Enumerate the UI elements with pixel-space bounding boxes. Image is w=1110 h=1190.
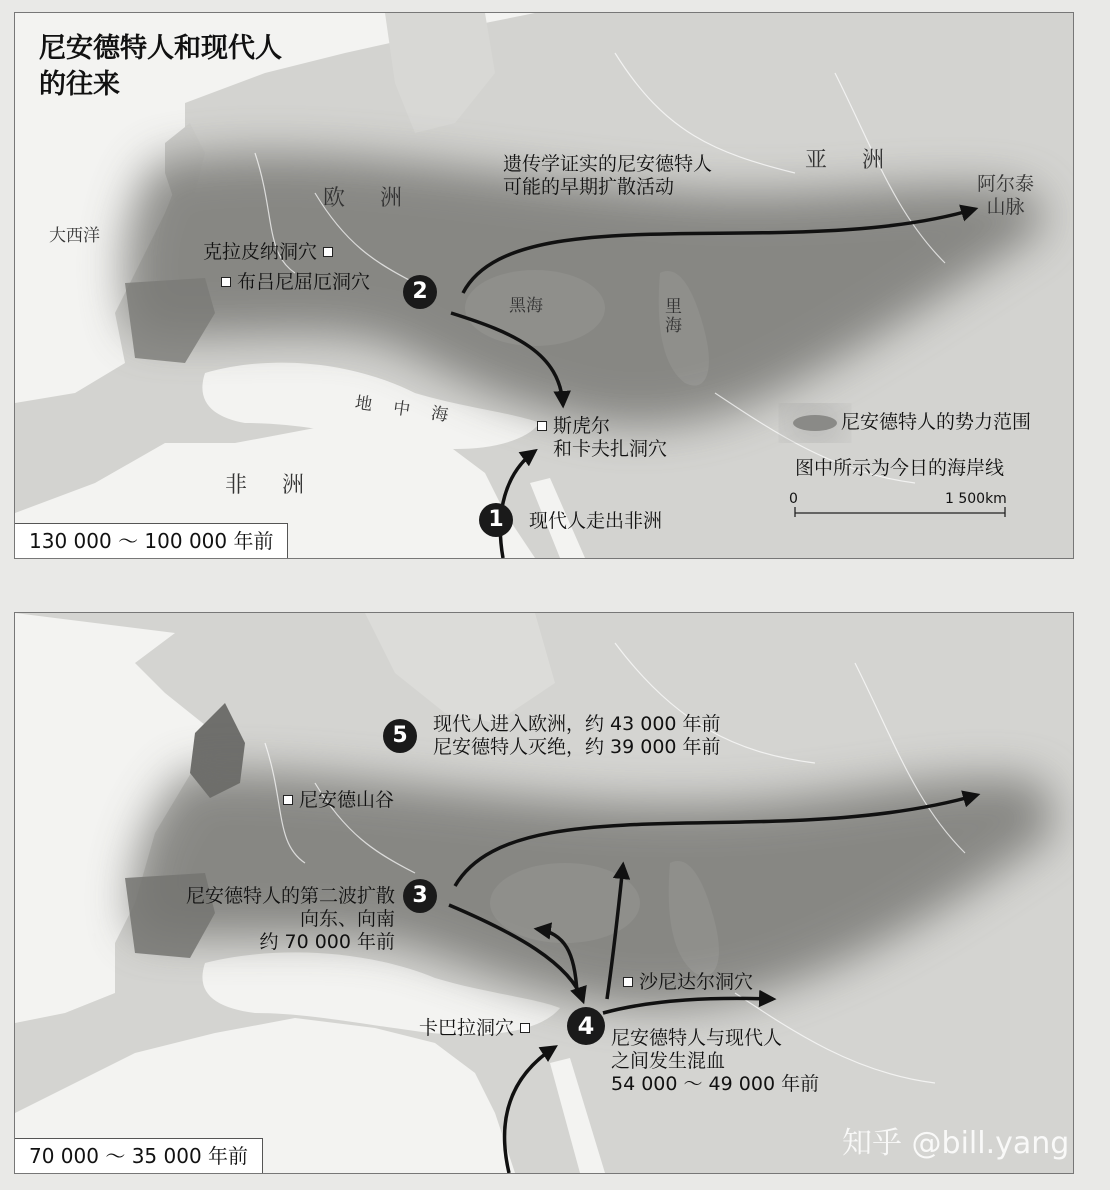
sea-black: 黑海 (509, 296, 543, 316)
site-krapina: 克拉皮纳洞穴 (203, 241, 339, 264)
legend-coastline-note: 图中所示为今日的海岸线 (795, 457, 1005, 479)
site-neander-valley: 尼安德山谷 (277, 789, 394, 812)
label-event-5: 现代人进入欧洲，约 43 000 年前 尼安德特人灭绝，约 39 000 年前 (433, 713, 721, 758)
map-title (39, 31, 282, 104)
cave-site-icon (323, 247, 333, 257)
scale-zero-label: 0 (789, 491, 798, 507)
region-africa: 非 洲 (225, 473, 318, 498)
cave-site-icon (520, 1023, 530, 1033)
scale-end-label: 1 500km (945, 491, 1007, 507)
marker-1: 1 (479, 503, 513, 537)
map-title-line2: 的往来 (39, 69, 120, 101)
watermark: 知乎 @bill.yang (842, 1126, 1070, 1161)
sea-caspian: 里海 (665, 297, 682, 336)
label-interbreeding: 尼安德特人与现代人 之间发生混血 54 000 ～ 49 000 年前 (611, 1027, 820, 1095)
region-europe: 欧 洲 (323, 186, 416, 211)
date-range-early: 130 000 ～ 100 000 年前 (14, 523, 288, 559)
label-second-wave: 尼安德特人的第二波扩散 向东、向南 约 70 000 年前 (185, 885, 395, 953)
marker-2: 2 (403, 275, 437, 309)
sea-atlantic: 大西洋 (49, 226, 100, 246)
site-shanidar: 沙尼达尔洞穴 (617, 971, 753, 994)
label-out-of-africa: 现代人走出非洲 (529, 510, 663, 532)
map-panel-early (14, 12, 1074, 559)
site-skhul-qafzeh: 斯虎尔 和卡夫扎洞穴 (531, 415, 667, 461)
label-altai: 阿尔泰 山脉 (977, 173, 1035, 218)
cave-site-icon (623, 977, 633, 987)
cave-site-icon (537, 421, 547, 431)
cave-site-icon (221, 277, 231, 287)
site-brunillei: 布吕尼屈厄洞穴 (215, 271, 370, 294)
map-panel-late (14, 612, 1074, 1174)
sea-mediterranean: 地 中 海 (353, 392, 458, 427)
cave-site-icon (283, 795, 293, 805)
site-kebara: 卡巴拉洞穴 (419, 1017, 536, 1040)
map-title-line1: 尼安德特人和现代人 (39, 33, 282, 64)
marker-5: 5 (383, 719, 417, 753)
legend-range-label: 尼安德特人的势力范围 (841, 411, 1032, 433)
region-asia: 亚 洲 (805, 148, 898, 173)
marker-4: 4 (567, 1007, 605, 1045)
marker-3: 3 (403, 879, 437, 913)
date-range-late: 70 000 ～ 35 000 年前 (14, 1138, 263, 1174)
label-genetic-expansion: 遗传学证实的尼安德特人 可能的早期扩散活动 (503, 153, 713, 198)
